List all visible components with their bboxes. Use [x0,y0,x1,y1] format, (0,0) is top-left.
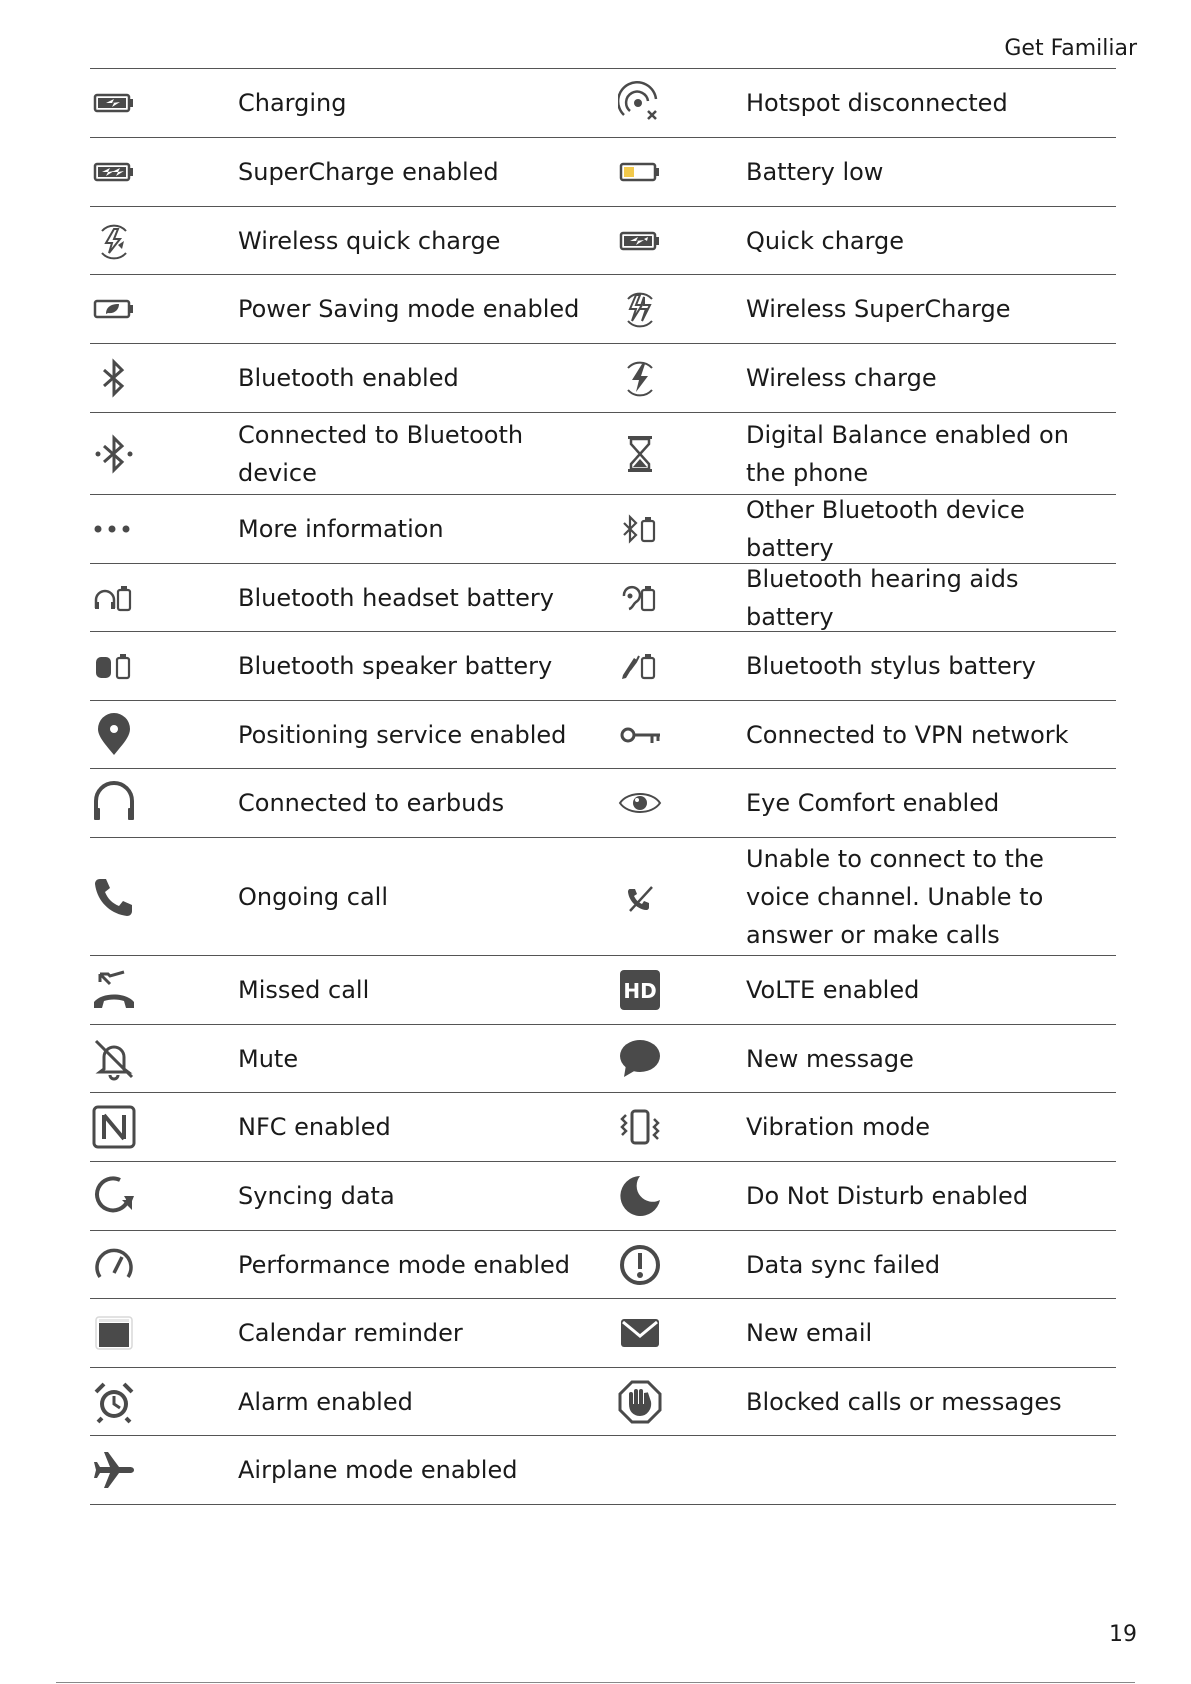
left-icon-cell [90,875,238,919]
status-icon-table [90,68,1116,1505]
blocked-icon [618,1380,662,1424]
right-icon-cell [610,150,746,194]
message-icon [618,1037,662,1081]
hourglass-icon [618,432,662,476]
table-row [90,344,1116,413]
right-icon-cell [610,968,746,1012]
left-label: Wireless quick charge [238,226,501,255]
right-icon-cell [610,1380,746,1424]
sync-icon [92,1174,136,1218]
left-label: Connected to earbuds [238,789,505,817]
left-label: Performance mode enabled [238,1250,570,1279]
left-icon-cell [90,1037,238,1081]
left-icon-cell [90,81,238,125]
sync-failed-icon [618,1243,662,1287]
left-icon-cell [90,1380,238,1424]
table-row [90,632,1116,701]
vpn-key-icon [618,713,662,757]
left-icon-cell [90,150,238,194]
speaker-battery-icon [92,644,136,688]
left-label: Ongoing call [238,882,388,911]
right-icon-cell [610,219,746,263]
left-icon-cell [90,1243,238,1287]
right-label: Wireless charge [746,364,937,392]
location-pin-icon [92,713,136,757]
left-icon-cell [90,576,238,620]
hearing-aid-battery-icon [618,576,662,620]
hotspot-disconnected-icon [618,81,662,125]
left-icon-cell [90,644,238,688]
right-label: VoLTE enabled [746,976,920,1004]
left-label: Charging [238,89,347,117]
left-icon-cell [90,219,238,263]
right-label: Quick charge [746,226,905,255]
left-label: NFC enabled [238,1113,391,1141]
right-icon-cell [610,356,746,400]
left-label: More information [238,515,444,543]
table-row [90,1093,1116,1162]
right-label: Data sync failed [746,1250,941,1279]
right-icon-cell [610,875,746,919]
headset-battery-icon [92,576,136,620]
left-icon-cell [90,356,238,400]
right-icon-cell [610,713,746,757]
left-label: Bluetooth enabled [238,364,459,392]
right-label: Blocked calls or messages [746,1387,1062,1416]
left-label: Syncing data [238,1182,395,1210]
table-row [90,69,1116,138]
right-label: Unable to connect to the voice channel. Unable to answer or make calls [746,844,1044,949]
bluetooth-battery-icon [618,507,662,551]
right-label: Battery low [746,158,884,186]
table-row [90,956,1116,1025]
right-icon-cell [610,1311,746,1355]
right-label: Digital Balance enabled on the phone [746,420,1069,487]
supercharge-icon [92,150,136,194]
calendar-icon [92,1311,136,1355]
moon-icon [618,1174,662,1218]
nfc-icon [92,1105,136,1149]
alarm-icon [92,1380,136,1424]
right-icon-cell [610,576,746,620]
left-icon-cell [90,1448,238,1492]
vibration-icon [618,1105,662,1149]
phone-icon [92,875,136,919]
left-label: Positioning service enabled [238,720,567,749]
table-row [90,769,1116,838]
right-icon-cell [610,507,746,551]
left-label: Connected to Bluetooth device [238,420,524,487]
left-icon-cell [90,1105,238,1149]
page-number: 19 [1109,1622,1137,1647]
table-row [90,207,1116,275]
wireless-charge-icon [618,356,662,400]
left-label: Calendar reminder [238,1319,463,1347]
right-label: Bluetooth stylus battery [746,652,1036,680]
left-label: SuperCharge enabled [238,158,499,186]
table-row [90,1162,1116,1231]
table-row [90,564,1116,632]
table-row [90,1368,1116,1436]
airplane-icon [92,1448,136,1492]
right-label: Hotspot disconnected [746,89,1008,117]
table-row [90,1299,1116,1368]
charging-icon [92,81,136,125]
table-row [90,1231,1116,1299]
page-header: Get Familiar [1004,36,1137,61]
power-saving-icon [92,287,136,331]
right-icon-cell [610,1243,746,1287]
right-icon-cell [610,1105,746,1149]
left-label: Mute [238,1044,299,1073]
right-label: Vibration mode [746,1113,931,1141]
missed-call-icon [92,968,136,1012]
performance-icon [92,1243,136,1287]
left-label: Power Saving mode enabled [238,295,580,323]
right-icon-cell [610,781,746,825]
hd-icon [618,968,662,1012]
table-row [90,495,1116,564]
left-icon-cell [90,432,238,476]
right-label: New email [746,1319,873,1347]
left-icon-cell [90,507,238,551]
bluetooth-connected-icon [92,432,136,476]
battery-low-icon [618,150,662,194]
left-label: Missed call [238,976,370,1004]
left-icon-cell [90,781,238,825]
right-icon-cell [610,81,746,125]
phone-disabled-icon [618,875,662,919]
right-icon-cell [610,287,746,331]
bluetooth-icon [92,356,136,400]
right-icon-cell [610,1174,746,1218]
left-icon-cell [90,968,238,1012]
wireless-quick-charge-icon [92,219,136,263]
left-label: Bluetooth speaker battery [238,652,553,680]
right-label: New message [746,1044,914,1073]
right-label: Connected to VPN network [746,720,1069,749]
right-label: Other Bluetooth device battery [746,496,1025,562]
left-icon-cell [90,287,238,331]
table-row [90,275,1116,344]
email-icon [618,1311,662,1355]
left-label: Bluetooth headset battery [238,583,554,612]
more-icon [92,507,136,551]
right-icon-cell [610,1037,746,1081]
right-icon-cell [610,644,746,688]
table-row [90,701,1116,769]
left-icon-cell [90,713,238,757]
eye-icon [618,781,662,825]
svg-text:HD: HD [623,979,657,1003]
table-row [90,1025,1116,1093]
wireless-supercharge-icon [618,287,662,331]
right-icon-cell [610,432,746,476]
quick-charge-icon [618,219,662,263]
table-row [90,1436,1116,1505]
left-label: Airplane mode enabled [238,1456,518,1484]
right-label: Eye Comfort enabled [746,789,1000,817]
earbuds-icon [92,781,136,825]
stylus-battery-icon [618,644,662,688]
right-label: Bluetooth hearing aids battery [746,564,1019,631]
table-row [90,138,1116,207]
right-label: Wireless SuperCharge [746,295,1011,323]
left-icon-cell [90,1311,238,1355]
left-label: Alarm enabled [238,1387,413,1416]
footer-divider [56,1682,1135,1683]
table-row [90,838,1116,956]
mute-icon [92,1037,136,1081]
table-row [90,413,1116,495]
left-icon-cell [90,1174,238,1218]
right-label: Do Not Disturb enabled [746,1182,1029,1210]
